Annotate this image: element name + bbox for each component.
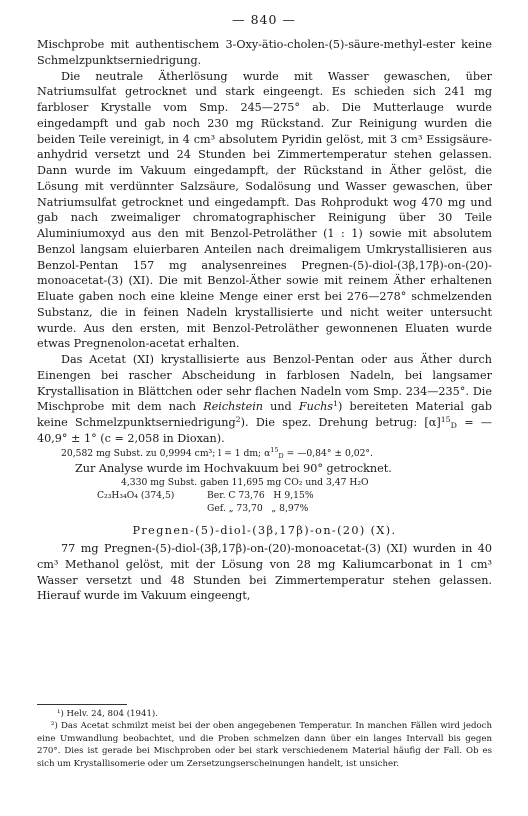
molecular-formula: C₂₃H₃₄O₄ (374,5) xyxy=(97,490,175,502)
analysis-calc-row xyxy=(37,489,492,502)
rotation-measurement xyxy=(37,447,492,461)
analysis-found-row xyxy=(37,502,492,515)
paragraph-acetat xyxy=(37,352,492,447)
paragraph-mischprobe: Mischprobe mit authentischem 3-Oxy-ätio-cholen-(5)-säure-methyl-ester keine Schmelzpunktserniedrigung. xyxy=(37,38,492,67)
rotation-temperature: 15 xyxy=(440,415,451,424)
acetat-text-4: = —40,9° ± 1° (c = 2,058 in Dioxan). xyxy=(37,416,492,445)
footnote-ref-2: 2 xyxy=(235,415,241,424)
rotation-suffix: = —0,84° ± 0,02°. xyxy=(283,447,373,459)
footnote-1: ¹) Helv. 24, 804 (1941). xyxy=(57,709,158,719)
acetat-text-1: Das Acetat (XI) krystallisierte aus Benzol-Pentan oder aus Äther durch Einengen bei rascher Abscheidung in farblosen Nadeln, bei langsamer Krystallisation in Blättchen oder sehr flachen Nadeln vom Smp. 234—235°. Die Mischprobe mit dem nach xyxy=(37,353,492,414)
paragraph-neutral-ether: Die neutrale Ätherlösung wurde mit Wasser gewaschen, über Natriumsulfat getrocknet und stark eingeengt. Es schieden sich 241 mg farbloser Krystalle vom Smp. 245—275° ab. Die Mutterlauge wurde eingedampft und gab noch 230 mg Rückstand. Zur Reinigung wurden die beiden Teile vereinigt, in 4 cm³ absolutem Pyridin gelöst, mit 3 cm³ Essigsäure-anhydrid versetzt und 24 Stunden bei Zimmertemperatur stehen gelassen. Dann wurde im Vakuum eingedampft, der Rückstand in Äther gelöst, die Lösung mit verdünnter Salzsäure, Sodalösung und Wasser gewaschen, über Natriumsulfat getrocknet und eingedampft. Das Rohprodukt wog 470 mg und gab nach zweimaliger chromatographischer Reinigung über 30 Teile Aluminiumoxyd aus den mit Benzol-Petroläther (1 : 1) sowie mit absolutem Benzol langsam eluierbaren Anteilen nach dreimaligem Umkrystallisieren aus Benzol-Pentan 157 mg analysenreines Pregnen-(5)-diol-(3β,17β)-on-(20)-monoacetat-(3) (XI). Die mit Benzol-Äther sowie mit reinem Äther erhaltenen Eluate gaben noch eine kleine Menge einer erst bei 276—278° schmelzenden Substanz, die in feinen Nadeln krystallisierte und nicht weiter untersucht wurde. Aus den ersten, mit Benzol-Petroläther gewonnenen Eluaten wurde etwas Pregnenolon-acetat erhalten. xyxy=(37,69,492,351)
analysis-found: Gef. „ 73,70 „ 8,97% xyxy=(207,503,309,515)
footnotes xyxy=(37,708,492,770)
paragraph-saponification: 77 mg Pregnen-(5)-diol-(3β,17β)-on-(20)-monoacetat-(3) (XI) wurden in 40 cm³ Methanol gelöst, mit der Lösung von 28 mg Kaliumcarbonat in 1 cm³ Wasser versetzt und 48 Stunden bei Zimmertemperatur stehen gelassen. Hierauf wurde im Vakuum eingeengt, xyxy=(37,542,492,603)
section-heading: Pregnen-(5)-diol-(3β,17β)-on-(20) (X). xyxy=(132,524,397,538)
author-reichstein: Reichstein xyxy=(203,400,263,414)
analysis-intro: Zur Analyse wurde im Hochvakuum bei 90° getrocknet. xyxy=(75,461,392,475)
acetat-text-2: ) bereiteten Material gab keine Schmelzpunktserniedrigung xyxy=(37,400,492,429)
rotation-sub: D xyxy=(278,451,284,460)
author-fuchs: Fuchs xyxy=(298,400,334,414)
rotation-sup: 15 xyxy=(270,445,279,454)
rotation-line-d: D xyxy=(450,421,457,430)
footnote-ref-1: 1 xyxy=(333,399,339,409)
footnote-2: ²) Das Acetat schmilzt meist bei der oben angegebenen Temperatur. In manchen Fällen wird jedoch eine Umwandlung beobachtet, und die Proben schmelzen dann über ein langes Intervall bis gegen 270°. Dies ist gerade bei Mischproben oder bei stark verschiedenem Material häufig der Fall. Ob es sich um Krystallisomerie oder um Zersetzungserscheinungen handelt, ist unsicher. xyxy=(37,721,492,769)
page-number: — 840 — xyxy=(232,12,296,27)
analysis-calculated: Ber. C 73,76 H 9,15% xyxy=(207,490,314,502)
analysis-line: 4,330 mg Subst. gaben 11,695 mg CO₂ und 3,47 H₂O xyxy=(121,477,369,489)
acetat-and: und xyxy=(263,400,299,414)
rotation-prefix: 20,582 mg Subst. zu 0,9994 cm³; l = 1 dm; α xyxy=(61,447,271,459)
footnote-rule xyxy=(37,704,127,705)
acetat-text-3: ). Die spez. Drehung betrug: [α] xyxy=(240,416,441,429)
main-text xyxy=(37,37,492,604)
